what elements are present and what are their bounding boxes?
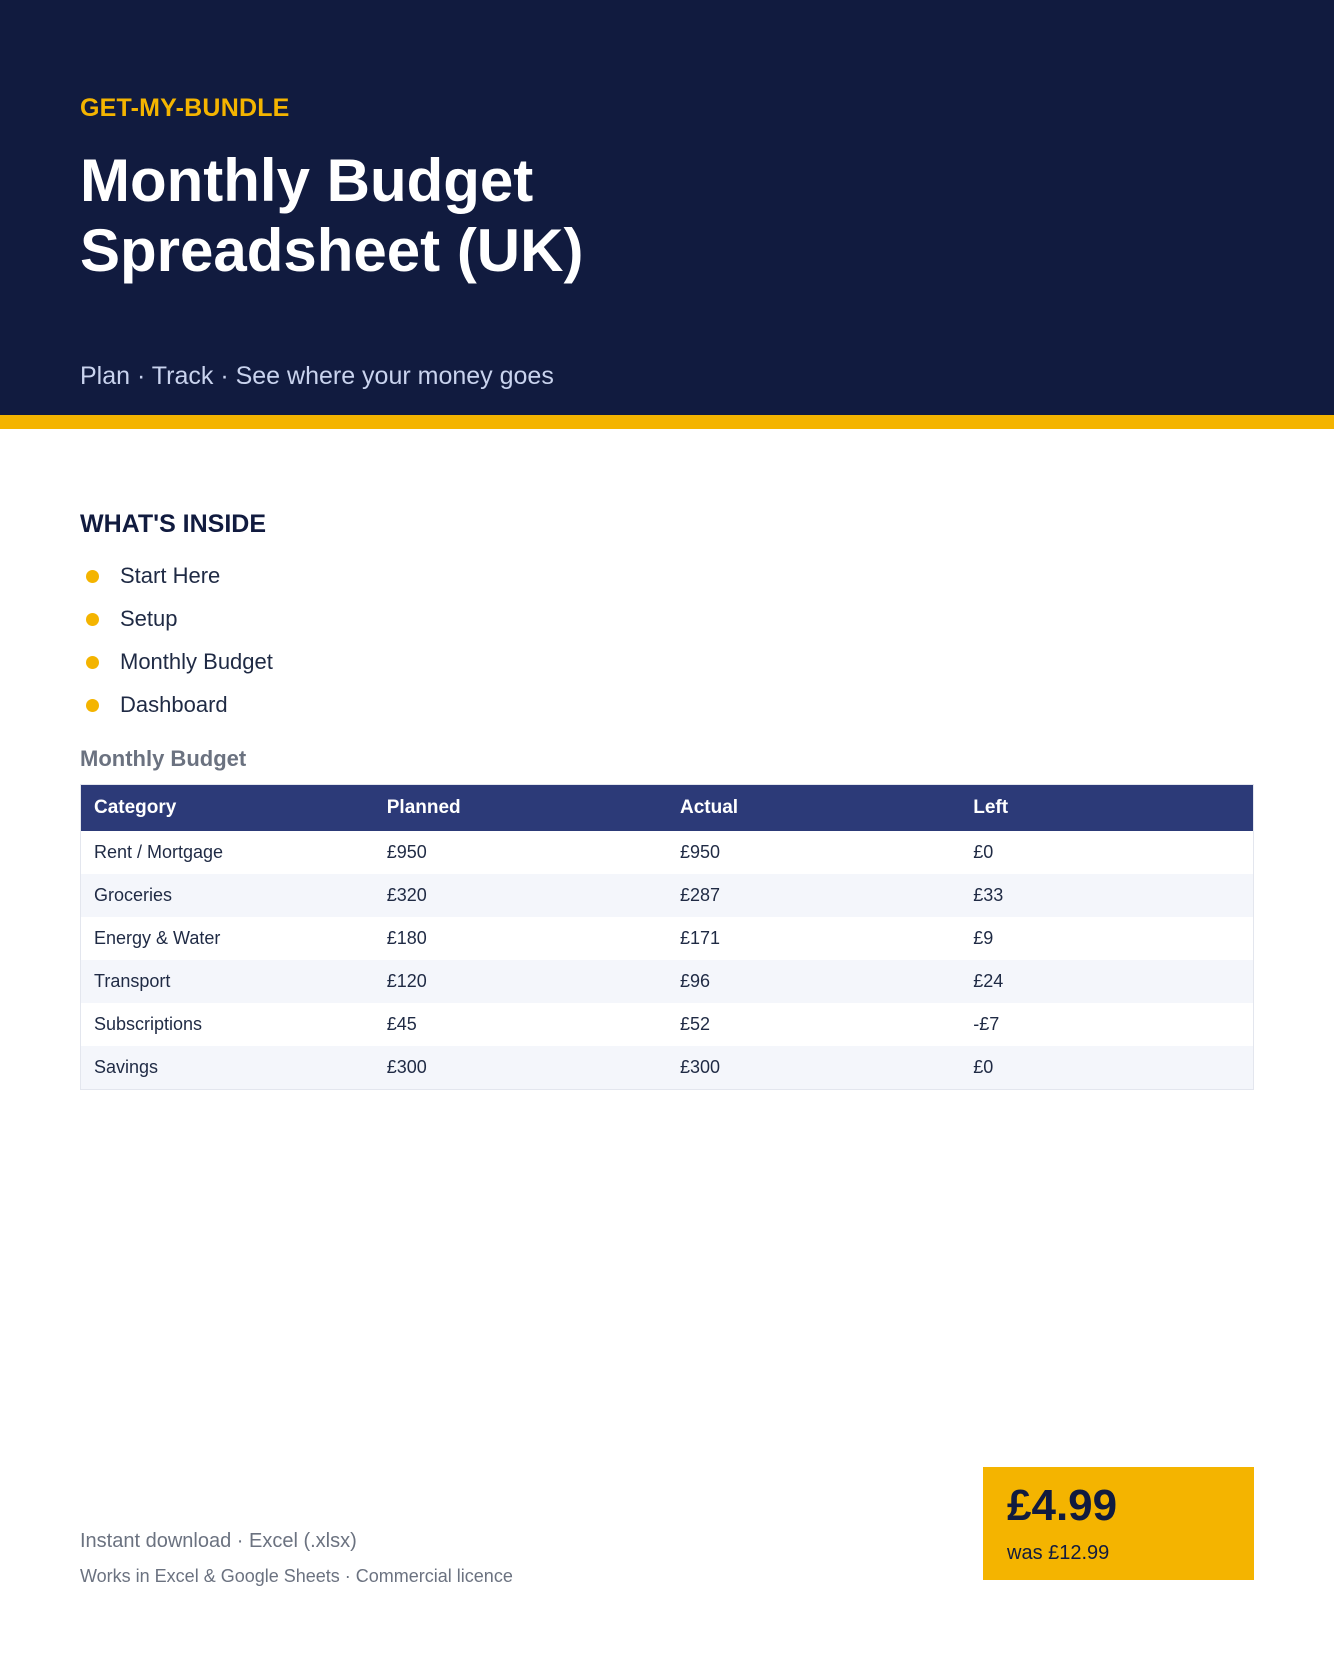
cell-category: Transport: [81, 960, 374, 1003]
cell-planned: £180: [386, 928, 427, 948]
cell-category: Savings: [81, 1046, 374, 1090]
table-header-row: [81, 785, 1254, 832]
download-info: Instant download · Excel (.xlsx): [80, 1530, 357, 1552]
title-line-2: Spreadsheet (UK): [80, 217, 584, 284]
brand-name: GET-MY-BUNDLE: [80, 94, 290, 122]
column-header-actual: Actual: [667, 785, 960, 832]
price-badge: [983, 1467, 1254, 1580]
cell-planned: £45: [386, 1014, 417, 1034]
table-row: [81, 960, 1254, 1003]
cell-category: Energy & Water: [94, 928, 221, 948]
cell-actual: £287: [667, 874, 960, 917]
list-item: [80, 556, 273, 599]
cell-planned: £320: [374, 874, 667, 917]
tagline: Plan · Track · See where your money goes: [80, 362, 554, 390]
cell-actual: £52: [680, 1014, 711, 1034]
bullet-dot-icon: [86, 570, 99, 583]
list-item: [80, 642, 273, 685]
cell-left: £24: [960, 960, 1253, 1003]
list-item-label: Dashboard: [120, 692, 228, 717]
original-price: was £12.99: [1007, 1542, 1110, 1564]
table-row: [81, 1046, 1254, 1090]
cell-planned: £120: [374, 960, 667, 1003]
table-row: [81, 831, 1254, 874]
cell-planned: £300: [374, 1046, 667, 1090]
cell-category: Rent / Mortgage: [94, 842, 224, 862]
list-item: [80, 685, 273, 728]
bullet-dot-icon: [86, 613, 99, 626]
title-line-1: Monthly Budget: [80, 147, 534, 214]
table-caption: Monthly Budget: [80, 746, 247, 771]
cell-left: £33: [960, 874, 1253, 917]
list-item-label: Monthly Budget: [120, 649, 273, 674]
budget-table: [80, 784, 1254, 1090]
cell-actual: £950: [680, 842, 721, 862]
cell-actual: £96: [667, 960, 960, 1003]
list-item-label: Start Here: [120, 563, 221, 588]
cell-left: £0: [960, 1046, 1253, 1090]
cell-left: -£7: [973, 1014, 1000, 1034]
table-row: [81, 1003, 1254, 1046]
column-header-left: Left: [960, 785, 1253, 832]
contents-list: [80, 556, 273, 728]
column-header-category: Category: [81, 785, 374, 832]
cell-actual: £171: [680, 928, 721, 948]
list-item-label: Setup: [120, 606, 178, 631]
current-price: £4.99: [1007, 1481, 1118, 1530]
list-item: [80, 599, 273, 642]
compatibility-info: Works in Excel & Google Sheets · Commercial licence: [80, 1566, 513, 1586]
cell-category: Groceries: [81, 874, 374, 917]
whats-inside-heading: WHAT'S INSIDE: [80, 510, 267, 538]
bullet-dot-icon: [86, 699, 99, 712]
cell-category: Subscriptions: [94, 1014, 203, 1034]
table-row: [81, 917, 1254, 960]
table-row: [81, 874, 1254, 917]
bullet-dot-icon: [86, 656, 99, 669]
cell-actual: £300: [667, 1046, 960, 1090]
cell-planned: £950: [386, 842, 427, 862]
page-title: [80, 146, 583, 286]
accent-stripe: [0, 415, 1334, 429]
cell-left: £0: [973, 842, 994, 862]
hero-banner: [0, 0, 1334, 415]
cell-left: £9: [973, 928, 994, 948]
column-header-planned: Planned: [374, 785, 667, 832]
